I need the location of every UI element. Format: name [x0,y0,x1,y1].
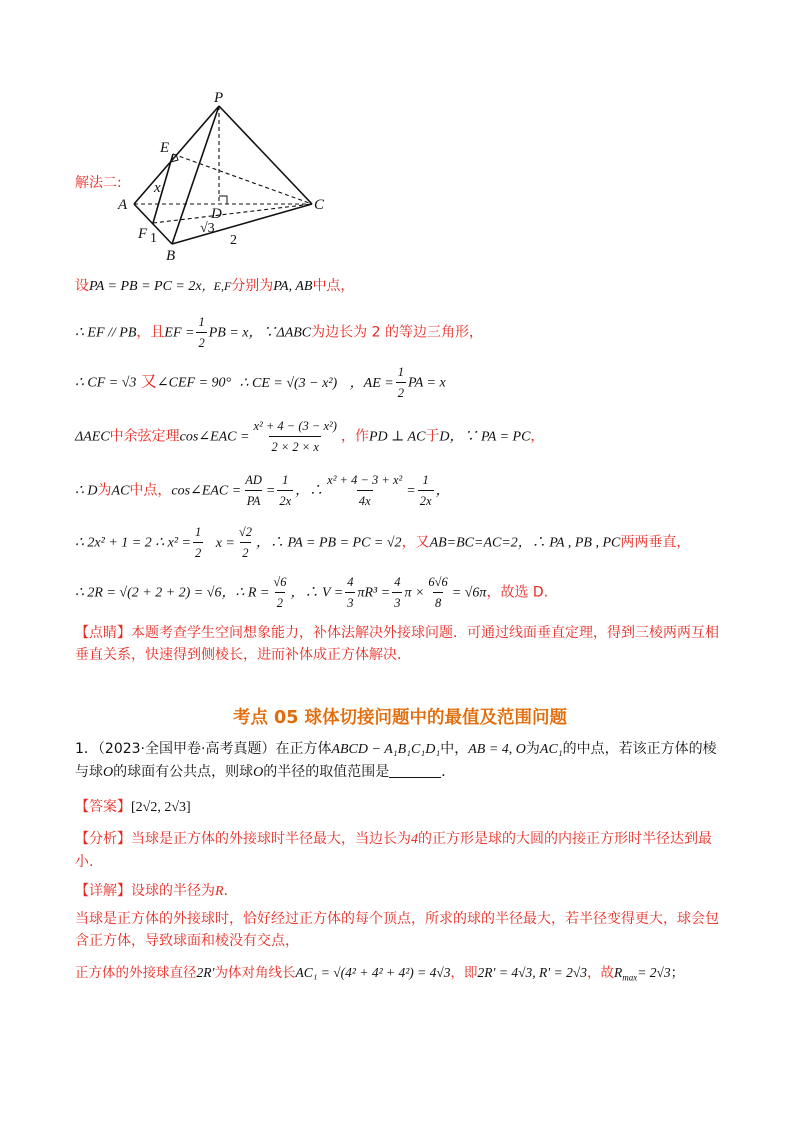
label-one: 1 [150,231,157,246]
pyramid-figure [110,92,340,262]
right-angle-mark-d [219,196,227,204]
edge-pc [219,106,312,204]
problem-statement: 1．（2023·全国甲卷·高考真题）在正方体ABCD − A₁B₁C₁D₁中，AB = 4, O为AC₁的中点，若该正方体的棱与球O的球面有公共点，则球O的半径的取值范围是 ． [75,741,717,780]
answer-tag: 【答案】 [75,799,131,815]
solution-line-2: ∴ EF // PB，且EF = $\frac{1}{2}$ PB = x，∵ΔABC为边长为 2 的等边三角形， [75,312,483,353]
detail-line-3: 正方体的外接球直径2R′为体对角线长AC₁ = √(4² + 4² + 4²) = 4√3，即2R′ = 4√3, R′ = 2√3，故$R_{max}= 2√3$； [75,965,685,983]
label-sqrt3: √3 [200,221,215,236]
problem-source: （2023·全国甲卷·高考真题） [97,741,276,757]
fraction: $\frac{1}{2x}$ [418,470,434,511]
label-two: 2 [230,233,237,248]
label-f: F [138,226,148,242]
label-c: C [314,197,325,213]
comment-text: 本题考查学生空间想象能力，补体法解决外接球问题．可通过线面垂直定理，得到三棱两两互相垂直关系，快速得到侧棱长，进而补体成正方体解决． [75,625,719,663]
comment-paragraph [75,622,727,666]
section-title: 考点 05 球体切接问题中的最值及范围问题 [232,708,568,728]
answer-line [75,796,727,819]
solution-line-1: 设PA = PB = PC = 2x，E,F分别为PA, AB中点， [75,278,355,294]
analysis-paragraph: 【分析】当球是正方体的外接球时半径最大，当边长为4的正方形是球的大圆的内接正方形时半径达到最小. [75,831,712,870]
detail-line-1: 【详解】设球的半径为R． [75,883,238,899]
comment-tag: 【点睛】 [75,625,131,641]
label-d: D [211,206,222,222]
detail-line-2: 当球是正方体的外接球时，恰好经过正方体的每个顶点，所求的球的半径最大，若半径变得更大，球会包含正方体，导致球面和棱没有交点， [75,911,719,949]
label-e: E [160,140,170,156]
fraction: $\frac{1}{2}$ [196,312,206,353]
solution-line-3: ∴ CF = √3 又∠CEF = 90° ∴ CE = √(3 − x²) ，AE = $\frac{1}{2}$ PA = x [75,362,446,403]
solution-line-7: ∴ 2R = √(2 + 2 + 2) = √6，∴ R = $\frac{√6}{2}$ ，∴ V = $\frac{4}{3}$ πR³ = $\frac{4}{3}$ π × $\frac{6√6}{8}$ = √6π，故选 D. [75,572,548,613]
fraction: $\frac{√6}{2}$ [271,572,288,613]
method-two-label: 解法二: [75,175,122,191]
segment-fc [153,204,312,223]
problem-number: 1． [75,741,98,757]
fraction: $\frac{\text{x² + 4 − (3 − x²)}}{2 \times 2 \times x}$ [251,416,338,457]
label-x: x [154,180,161,196]
detail-tag: 【详解】 [75,883,131,899]
fraction: $\frac{4}{3}$ [345,572,355,613]
fraction: $\frac{\text{x² + 4 − 3 + x²}}{4x}$ [325,470,404,511]
answer-blank [389,777,441,778]
solution-line-4: ΔAEC中余弦定理cos∠EAC = $\frac{\text{x² + 4 − (3 − x²)}}{2 \times 2 \times x}$ ，作PD ⊥ AC于D，∵ PA = PC， [75,416,544,457]
solution-line-6: ∴ 2x² + 1 = 2 ∴ x² = $\frac{1}{2}$ x = $\frac{√2}{2}$ ，∴ PA = PB = PC = √2，又AB=BC=AC=2，∴ PA , PB , PC两两垂直， [75,522,690,563]
fraction: $\frac{6√6}{8}$ [426,572,449,613]
answer-value: [2√2, 2√3] [131,800,191,815]
solution-line-5: ∴ D为AC中点，cos∠EAC = $\frac{AD}{PA}$ = $\frac{1}{2x}$ ，∴ $\frac{\text{x² + 4 − 3 + x²}}{4x}$ = $\frac{1}{2x}$ ， [75,470,450,511]
label-p: P [214,92,224,106]
fraction: $\frac{4}{3}$ [392,572,402,613]
label-a: A [118,197,128,213]
fraction: $\frac{√2}{2}$ [237,522,254,563]
analysis-tag: 【分析】 [75,831,131,847]
fraction: $\frac{1}{2}$ [396,362,406,403]
fraction: $\frac{1}{2}$ [193,522,203,563]
fraction: $\frac{1}{2x}$ [277,470,293,511]
edge-bc [172,204,312,244]
fraction: $\frac{AD}{PA}$ [243,470,264,511]
label-b: B [166,248,176,262]
